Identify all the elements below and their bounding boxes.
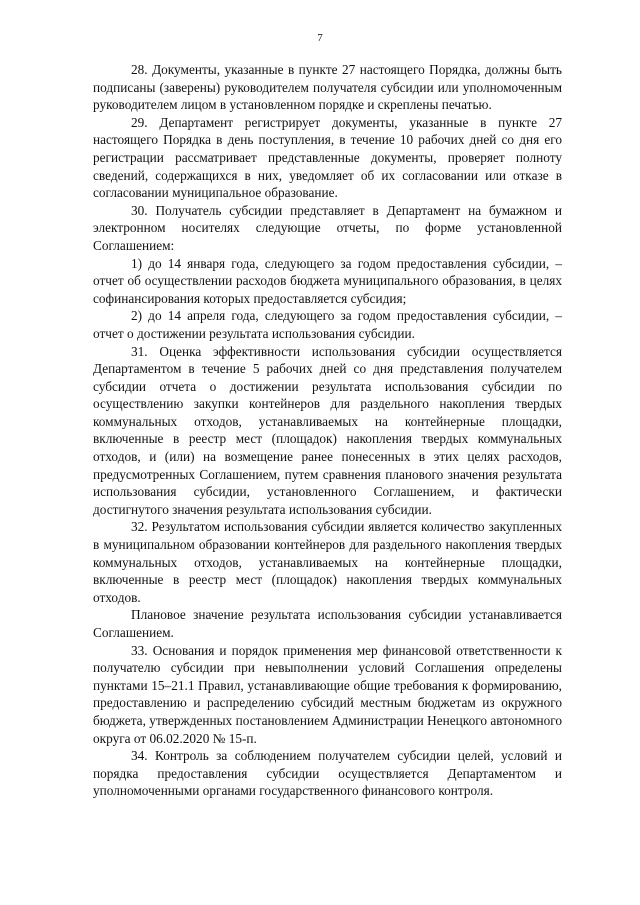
paragraph-30-item-2: 2) до 14 апреля года, следующего за годом предоставления субсидии, – отчет о достижении результата использования субсидии.: [93, 308, 562, 341]
paragraph-29: 29. Департамент регистрирует документы, указанные в пункте 27 настоящего Порядка в день поступления, в течение 10 рабочих дней со дня его регистрации рассматривает представленные документы, проверяет полноту сведений, содержащихся в них, уведомляет об их согласовании или отказе в согласовании муниципальное образование.: [93, 114, 562, 201]
paragraph-33: 33. Основания и порядок применения мер финансовой ответственности к получателю субсидии при невыполнении условий Соглашения определены пунктами 15–21.1 Правил, устанавливающие общие требования к формированию, предоставлению и распределению субсидий местным бюджетам из окружного бюджета, утвержденных постановлением Администрации Ненецкого автономного округа от 06.02.2020 № 15-п.: [93, 642, 562, 746]
paragraph-32-planned-value: Плановое значение результата использования субсидии устанавливается Соглашением.: [93, 607, 562, 640]
paragraph-28: 28. Документы, указанные в пункте 27 настоящего Порядка, должны быть подписаны (заверены) руководителем получателя субсидии или уполномоченным руководителем лицом в установленном порядке и скреплены печатью.: [93, 62, 562, 113]
paragraph-34: 34. Контроль за соблюдением получателем субсидии целей, условий и порядка предоставления субсидии осуществляется Департаментом и уполномоченными органами государственного финансового контроля.: [93, 748, 562, 799]
paragraph-30: 30. Получатель субсидии представляет в Департамент на бумажном и электронном носителях следующие отчеты, по форме установленной Соглашением:: [93, 202, 562, 253]
paragraph-30-item-1: 1) до 14 января года, следующего за годом предоставления субсидии, – отчет об осуществлении расходов бюджета муниципального образования, в целях софинансирования которых предоставляется субсидия;: [93, 255, 562, 306]
page-number: 7: [317, 32, 323, 44]
paragraph-32: 32. Результатом использования субсидии является количество закупленных в муниципальном образовании контейнеров для раздельного накопления твердых коммунальных отходов, устанавливаемых на контейнерные площадки, включенные в реестр мест (площадок) накопления твердых коммунальных отходов.: [93, 519, 562, 605]
document-body: [93, 61, 562, 800]
paragraph-31: 31. Оценка эффективности использования субсидии осуществляется Департаментом в течение 5 рабочих дней со дня представления получателем субсидии отчета о достижении результата использования субсидии по осуществлению закупки контейнеров для раздельного накопления твердых коммунальных отходов, устанавливаемых на контейнерные площадки, включенные в реестр мест (площадок) накопления твердых коммунальных отходов, и (или) на возмещение ранее понесенных в этих целях расходов, предусмотренных Соглашением, путем сравнения планового значения результата использования субсидии, установленного Соглашением, и фактически достигнутого значения результата использования субсидии.: [93, 343, 562, 517]
